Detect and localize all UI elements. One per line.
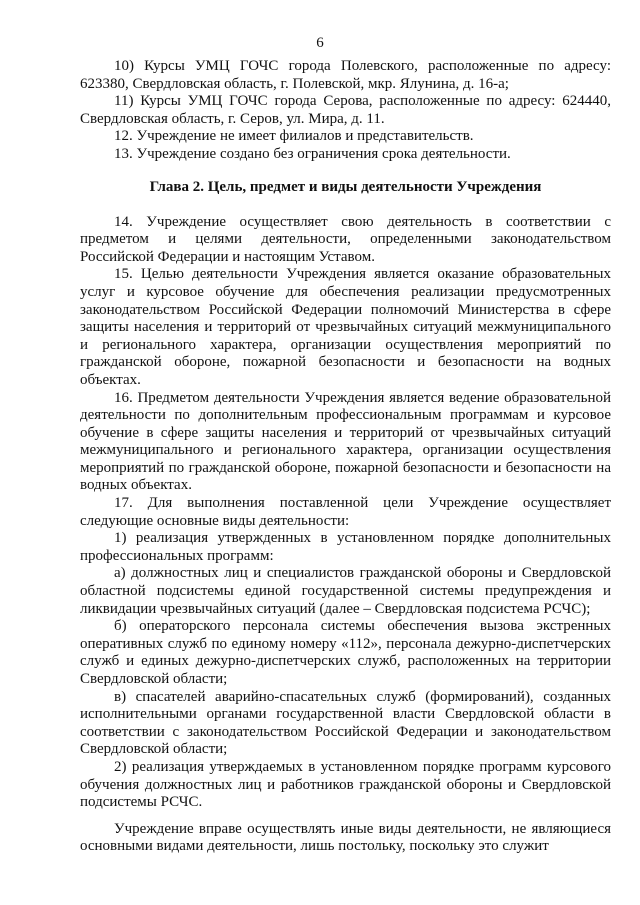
list-item-1a: а) должностных лиц и специалистов гражданской обороны и Свердловской областной подсистемы единой государственной системы предупреждения и ликвидации чрезвычайных ситуаций (далее – Свердловская подсистема РСЧС); [80,565,611,617]
paragraph-other-activities: Учреждение вправе осуществлять иные виды деятельности, не являющиеся основными видами деятельности, лишь постольку, поскольку это служит [80,820,611,855]
paragraph-16: 16. Предметом деятельности Учреждения является ведение образовательной деятельности по дополнительным профессиональным программам и курсовое обучение в сфере защиты населения и территорий от чрезвычайных ситуаций межмуниципального и регионального характера, организации осуществления мероприятий по гражданской обороне, пожарной безопасности и безопасности на водных объектах. [80,389,611,494]
paragraph-item-10: 10) Курсы УМЦ ГОЧС города Полевского, расположенные по адресу: 623380, Свердловская область, г. Полевской, мкр. Ялунина, д. 16-а; [80,58,611,92]
paragraph-12: 12. Учреждение не имеет филиалов и представительств. [114,128,474,145]
list-item-1b: б) операторского персонала системы обеспечения вызова экстренных оперативных служб по единому номеру «112», персонала дежурно-диспетчерских служб и единых дежурно-диспетчерских служб, расположенных на территории Свердловской области; [80,618,611,687]
paragraph-item-11: 11) Курсы УМЦ ГОЧС города Серова, расположенные по адресу: 624440, Свердловская область, г. Серов, ул. Мира, д. 11. [80,93,611,127]
page-number: 6 [316,35,324,51]
paragraph-14: 14. Учреждение осуществляет свою деятельность в соответствии с предметом и целями деятельности, определенными законодательством Российской Федерации и настоящим Уставом. [80,213,611,265]
list-item-1: 1) реализация утвержденных в установленном порядке дополнительных профессиональных программ: [80,530,611,564]
list-item-2: 2) реализация утверждаемых в установленном порядке программ курсового обучения должностных лиц и работников гражданской обороны и Свердловской подсистемы РСЧС. [80,758,611,811]
chapter-heading: Глава 2. Цель, предмет и виды деятельности Учреждения [149,178,542,195]
paragraph-15: 15. Целью деятельности Учреждения является оказание образовательных услуг и курсовое обучение для обеспечения реализации предусмотренных законодательством Российской Федерации полномочий Министерства в сфере защиты населения и территорий от чрезвычайных ситуаций межмуниципального и регионального характера, организации осуществления мероприятий по гражданской обороне, пожарной безопасности и безопасности на водных объектах. [80,266,611,388]
document-body [80,58,611,856]
list-item-1c: в) спасателей аварийно-спасательных служб (формирований), созданных исполнительными органами государственной власти Свердловской области в соответствии с законодательством Российской Федерации и законодательством Свердловской области; [80,688,611,758]
paragraph-17: 17. Для выполнения поставленной цели Учреждение осуществляет следующие основные виды деятельности: [80,495,611,529]
paragraph-13: 13. Учреждение создано без ограничения срока деятельности. [114,145,511,162]
